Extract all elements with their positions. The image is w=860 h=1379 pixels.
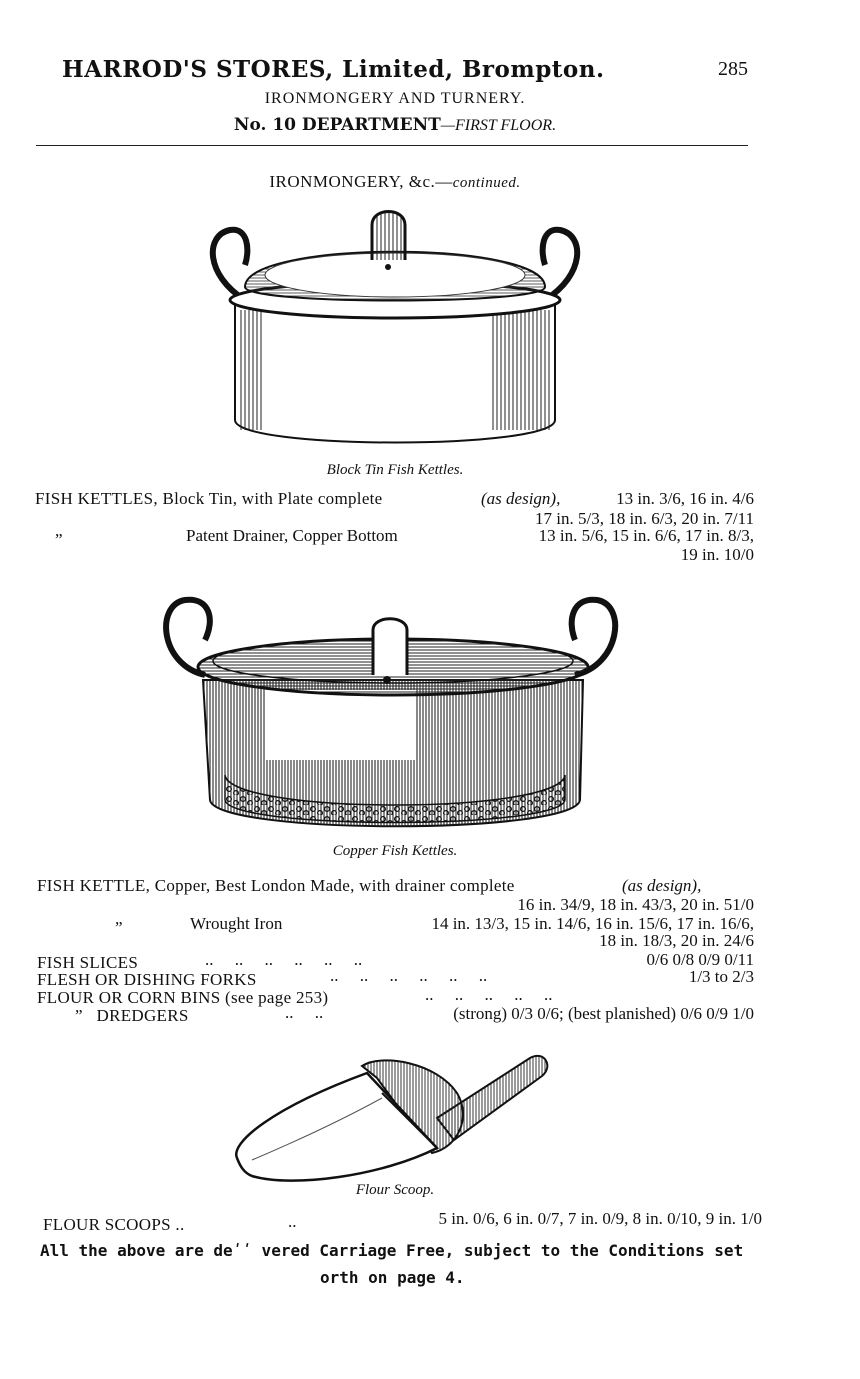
misc-item-prices: 0/6 0/8 0/9 0/11 — [646, 950, 754, 969]
flour-scoop-illustration — [232, 1048, 557, 1183]
department-subtitle: IRONMONGERY AND TURNERY. — [264, 90, 526, 107]
misc-item-dots: .. .. .. .. .. — [425, 985, 553, 1004]
scoop-caption: Flour Scoop. — [355, 1182, 435, 1198]
copper-line-2-prices: 16 in. 34/9, 18 in. 43/3, 20 in. 51/0 — [517, 895, 754, 914]
misc-item-dots: .. .. — [285, 1003, 324, 1022]
block-tin-kettle-illustration — [200, 205, 590, 460]
copper-line-1-design: (as design), — [622, 876, 702, 895]
header-rule — [36, 145, 748, 146]
block-tin-caption: Block Tin Fish Kettles. — [326, 462, 464, 478]
section-title: IRONMONGERY, &c.— — [269, 172, 453, 191]
scoop-line-label: FLOUR SCOOPS .. — [43, 1215, 185, 1234]
copper-line-4-prices: 18 in. 18/3, 20 in. 24/6 — [599, 931, 754, 950]
copper-kettle-illustration — [155, 595, 630, 840]
scoop-line-dots: .. — [288, 1212, 297, 1231]
misc-item-label: ” DREDGERS — [75, 1006, 189, 1025]
misc-item-dots: .. .. .. .. .. .. — [205, 950, 363, 969]
misc-item-dots: .. .. .. .. .. .. — [330, 966, 488, 985]
misc-item-label: FISH SLICES — [37, 953, 139, 972]
misc-item-prices: 1/3 to 2/3 — [688, 967, 754, 986]
misc-item-prices: (strong) 0/3 0/6; (best planished) 0/6 0/9 1/0 — [453, 1004, 754, 1023]
department-number: No. 10 DEPARTMENT — [233, 115, 441, 135]
block-tin-line-3-prices: 13 in. 5/6, 15 in. 6/6, 17 in. 8/3, — [538, 526, 754, 545]
footer-line-2: orth on page 4. — [320, 1268, 465, 1287]
copper-line-3-label: Wrought Iron — [190, 914, 283, 933]
block-tin-line-1-design: (as design), — [481, 489, 561, 508]
block-tin-line-1-prices: 13 in. 3/6, 16 in. 4/6 — [616, 489, 754, 508]
block-tin-line-1-label: FISH KETTLES, Block Tin, with Plate complete — [35, 489, 383, 508]
footer-line-1: All the above are deʹʹ vered Carriage Free, subject to the Conditions set — [40, 1241, 744, 1260]
misc-item-label: FLOUR OR CORN BINS (see page 253) — [37, 988, 329, 1007]
block-tin-line-2-prices: 17 in. 5/3, 18 in. 6/3, 20 in. 7/11 — [535, 509, 754, 528]
block-tin-line-4-prices: 19 in. 10/0 — [680, 545, 754, 564]
block-tin-ditto-mark: ” — [55, 530, 63, 549]
department-line — [0, 115, 790, 135]
misc-item-label: FLESH OR DISHING FORKS — [37, 970, 257, 989]
scoop-line-prices: 5 in. 0/6, 6 in. 0/7, 7 in. 0/9, 8 in. 0/10, 9 in. 1/0 — [438, 1209, 762, 1228]
block-tin-line-3-label: Patent Drainer, Copper Bottom — [186, 526, 398, 545]
copper-line-1-label: FISH KETTLE, Copper, Best London Made, with drainer complete — [37, 876, 515, 895]
copper-ditto-mark: ” — [115, 918, 123, 937]
department-floor: —FIRST FLOOR. — [440, 117, 557, 134]
page-number: 285 — [718, 58, 748, 80]
section-heading — [0, 172, 790, 192]
store-title: HARROD'S STORES, Limited, Brompton. — [62, 56, 605, 83]
section-continued: continued. — [452, 175, 521, 191]
copper-caption: Copper Fish Kettles. — [332, 843, 458, 859]
copper-line-3-prices: 14 in. 13/3, 15 in. 14/6, 16 in. 15/6, 17 in. 16/6, — [431, 914, 754, 933]
